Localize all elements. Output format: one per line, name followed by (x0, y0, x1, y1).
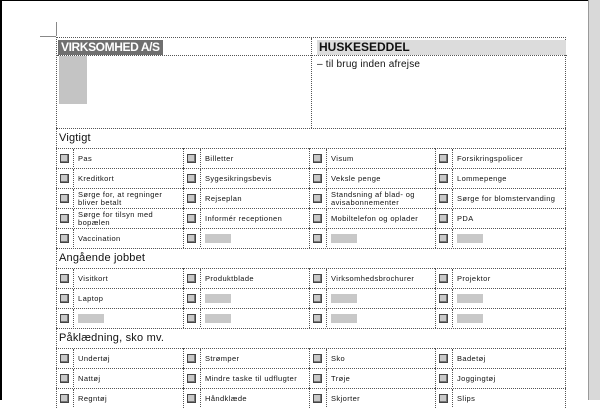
checkbox[interactable] (439, 314, 448, 323)
item-label[interactable]: Regntøj (78, 395, 107, 403)
checkbox[interactable] (439, 394, 448, 403)
checklist-item (435, 148, 566, 168)
checklist-item (183, 208, 309, 228)
checkbox-divider (200, 269, 201, 289)
checkbox[interactable] (60, 154, 69, 163)
item-label[interactable]: Trøje (331, 375, 350, 383)
item-label[interactable]: Laptop (78, 295, 103, 303)
checklist-item (56, 368, 183, 388)
checklist-grid (56, 268, 566, 328)
item-label[interactable]: Sørge for tilsyn med bopælen (78, 211, 183, 227)
checkbox-divider (452, 309, 453, 329)
empty-item-field[interactable] (205, 234, 231, 243)
checkbox-divider (452, 229, 453, 249)
item-label[interactable]: Joggingtøj (457, 375, 496, 383)
checkbox[interactable] (313, 314, 322, 323)
checklist-item (56, 388, 183, 408)
checklist-item (183, 168, 309, 188)
checkbox[interactable] (313, 234, 322, 243)
memo-title[interactable]: HUSKESEDDEL (317, 40, 566, 55)
checkbox[interactable] (439, 374, 448, 383)
checkbox[interactable] (313, 194, 322, 203)
checkbox-divider (200, 209, 201, 229)
checklist-item (183, 348, 309, 368)
checkbox-divider (73, 209, 74, 229)
checkbox-divider (73, 289, 74, 309)
checklist-item (309, 208, 435, 228)
checklist-grid (56, 348, 566, 408)
window-top-border (0, 0, 600, 1)
item-label[interactable]: Veksle penge (331, 175, 381, 183)
checkbox-divider (73, 229, 74, 249)
checkbox[interactable] (60, 194, 69, 203)
item-label[interactable]: Mindre taske til udflugter (205, 375, 297, 383)
checkbox-divider (200, 349, 201, 369)
checklist-item (56, 188, 183, 208)
checklist-item (309, 268, 435, 288)
checkbox-divider (326, 269, 327, 289)
checkbox[interactable] (313, 394, 322, 403)
checkbox-divider (326, 369, 327, 389)
checkbox-divider (200, 169, 201, 189)
checklist-item (435, 288, 566, 308)
checklist-item (56, 308, 183, 328)
checklist-item (309, 308, 435, 328)
checkbox[interactable] (187, 374, 196, 383)
checkbox[interactable] (187, 214, 196, 223)
checkbox[interactable] (187, 274, 196, 283)
checkbox[interactable] (313, 214, 322, 223)
checkbox[interactable] (439, 354, 448, 363)
checkbox-divider (326, 349, 327, 369)
checkbox[interactable] (187, 314, 196, 323)
memo-subtitle[interactable]: – til brug inden afrejse (317, 59, 420, 70)
checklist-item (435, 168, 566, 188)
checklist-document (56, 37, 566, 408)
checkbox-divider (326, 149, 327, 169)
checklist-item (435, 228, 566, 248)
checkbox[interactable] (313, 374, 322, 383)
crop-mark-vertical (56, 22, 57, 36)
checkbox-divider (73, 389, 74, 408)
checklist-item (183, 228, 309, 248)
checkbox-divider (452, 149, 453, 169)
checklist-item (309, 368, 435, 388)
item-label[interactable]: Strømper (205, 355, 239, 363)
checkbox[interactable] (187, 234, 196, 243)
item-label[interactable]: Rejseplan (205, 195, 242, 203)
empty-item-field[interactable] (457, 314, 483, 323)
item-label[interactable]: Projektor (457, 275, 491, 283)
item-label[interactable]: Informér receptionen (205, 215, 282, 223)
checklist-item (309, 188, 435, 208)
checkbox-divider (452, 389, 453, 408)
item-label[interactable]: Sygesikringsbevis (205, 175, 272, 183)
empty-item-field[interactable] (331, 234, 357, 243)
item-label[interactable]: Skjorter (331, 395, 360, 403)
checklist-sections (56, 128, 566, 408)
checkbox-divider (326, 289, 327, 309)
checkbox-divider (200, 289, 201, 309)
item-label[interactable]: Håndklæde (205, 395, 247, 403)
item-label[interactable]: Slips (457, 395, 475, 403)
checklist-item (435, 268, 566, 288)
checklist-item (309, 288, 435, 308)
item-label[interactable]: Virksomhedsbrochurer (331, 275, 414, 283)
checklist-item (309, 228, 435, 248)
document-header (56, 37, 566, 128)
checklist-item (183, 368, 309, 388)
checkbox-divider (326, 229, 327, 249)
checkbox[interactable] (187, 154, 196, 163)
checklist-item (309, 348, 435, 368)
checklist-item (435, 388, 566, 408)
checkbox-divider (326, 169, 327, 189)
checkbox[interactable] (60, 374, 69, 383)
checkbox[interactable] (60, 294, 69, 303)
checklist-item (435, 308, 566, 328)
item-label[interactable]: Badetøj (457, 355, 486, 363)
checkbox-divider (73, 149, 74, 169)
checklist-item (183, 148, 309, 168)
checkbox-divider (326, 309, 327, 329)
checkbox-divider (452, 169, 453, 189)
company-name[interactable]: VIRKSOMHED A/S (58, 40, 163, 55)
checkbox[interactable] (60, 354, 69, 363)
checklist-item (309, 388, 435, 408)
checklist-item (435, 368, 566, 388)
checkbox-divider (73, 349, 74, 369)
checkbox-divider (200, 149, 201, 169)
checkbox-divider (73, 309, 74, 329)
checkbox-divider (452, 189, 453, 209)
checkbox-divider (452, 289, 453, 309)
item-label[interactable]: Billetter (205, 155, 234, 163)
checklist-item (56, 208, 183, 228)
item-label[interactable]: Standsning af blad- og avisabonnementer (331, 191, 435, 207)
checkbox-divider (73, 169, 74, 189)
item-label[interactable]: Mobiltelefon og oplader (331, 215, 418, 223)
checkbox-divider (452, 209, 453, 229)
item-label[interactable]: Kreditkort (78, 175, 114, 183)
section-title: Påklædning, sko mv. (56, 328, 566, 348)
item-label[interactable]: Visum (331, 155, 354, 163)
checkbox[interactable] (60, 174, 69, 183)
checkbox-divider (452, 349, 453, 369)
checkbox-divider (200, 189, 201, 209)
crop-mark-horizontal (40, 36, 56, 37)
empty-item-field[interactable] (205, 314, 231, 323)
checkbox[interactable] (439, 214, 448, 223)
logo-placeholder[interactable] (59, 56, 87, 104)
item-label[interactable]: Forsikringspolicer (457, 155, 523, 163)
checkbox[interactable] (187, 294, 196, 303)
checkbox[interactable] (439, 294, 448, 303)
checkbox-divider (200, 389, 201, 408)
checkbox-divider (200, 369, 201, 389)
section-title: Vigtigt (56, 128, 566, 148)
item-label[interactable]: Sørge for, at regninger bliver betalt (78, 191, 183, 207)
checklist-item (56, 168, 183, 188)
checkbox[interactable] (313, 354, 322, 363)
header-divider (57, 55, 567, 56)
checkbox[interactable] (187, 194, 196, 203)
checkbox[interactable] (60, 234, 69, 243)
checkbox[interactable] (313, 154, 322, 163)
item-label[interactable]: Nattøj (78, 375, 100, 383)
checklist-item (183, 188, 309, 208)
checkbox-divider (73, 189, 74, 209)
header-left-cell (57, 38, 312, 128)
checkbox[interactable] (60, 274, 69, 283)
checkbox-divider (326, 189, 327, 209)
checkbox-divider (73, 369, 74, 389)
checkbox[interactable] (439, 174, 448, 183)
checkbox[interactable] (313, 174, 322, 183)
checklist-item (183, 268, 309, 288)
vertical-scrollbar[interactable] (588, 0, 600, 400)
item-label[interactable]: Visitkort (78, 275, 108, 283)
checkbox-divider (200, 229, 201, 249)
checklist-item (435, 188, 566, 208)
checkbox-divider (326, 209, 327, 229)
empty-item-field[interactable] (331, 294, 357, 303)
checklist-item (309, 148, 435, 168)
checklist-item (183, 308, 309, 328)
empty-item-field[interactable] (205, 294, 231, 303)
checkbox-divider (326, 389, 327, 408)
item-label[interactable]: Sko (331, 355, 345, 363)
item-label[interactable]: Produktblade (205, 275, 254, 283)
item-label[interactable]: Vaccination (78, 235, 121, 243)
checklist-item (56, 228, 183, 248)
checkbox[interactable] (439, 194, 448, 203)
item-label[interactable]: Lommepenge (457, 175, 507, 183)
checkbox[interactable] (187, 354, 196, 363)
section-title: Angående jobbet (56, 248, 566, 268)
checkbox-divider (200, 309, 201, 329)
checkbox[interactable] (439, 234, 448, 243)
item-label[interactable]: PDA (457, 215, 474, 223)
checkbox[interactable] (439, 274, 448, 283)
checkbox[interactable] (187, 174, 196, 183)
checklist-item (56, 288, 183, 308)
item-label[interactable]: Pas (78, 155, 92, 163)
empty-item-field[interactable] (457, 234, 483, 243)
checkbox-divider (452, 369, 453, 389)
item-label[interactable]: Sørge for blomstervanding (457, 195, 555, 203)
checklist-item (309, 168, 435, 188)
checkbox[interactable] (313, 294, 322, 303)
checklist-item (56, 268, 183, 288)
item-label[interactable]: Undertøj (78, 355, 110, 363)
empty-item-field[interactable] (457, 294, 483, 303)
checklist-item (435, 208, 566, 228)
checklist-item (183, 288, 309, 308)
checkbox-divider (452, 269, 453, 289)
checklist-item (435, 348, 566, 368)
checklist-item (56, 148, 183, 168)
checklist-item (56, 348, 183, 368)
checklist-item (183, 388, 309, 408)
checkbox[interactable] (313, 274, 322, 283)
checkbox[interactable] (60, 214, 69, 223)
checkbox[interactable] (187, 394, 196, 403)
window-left-border (0, 0, 2, 400)
checkbox[interactable] (60, 314, 69, 323)
checklist-grid (56, 148, 566, 248)
checkbox[interactable] (439, 154, 448, 163)
empty-item-field[interactable] (78, 314, 104, 323)
empty-item-field[interactable] (331, 314, 357, 323)
checkbox-divider (73, 269, 74, 289)
checkbox[interactable] (60, 394, 69, 403)
